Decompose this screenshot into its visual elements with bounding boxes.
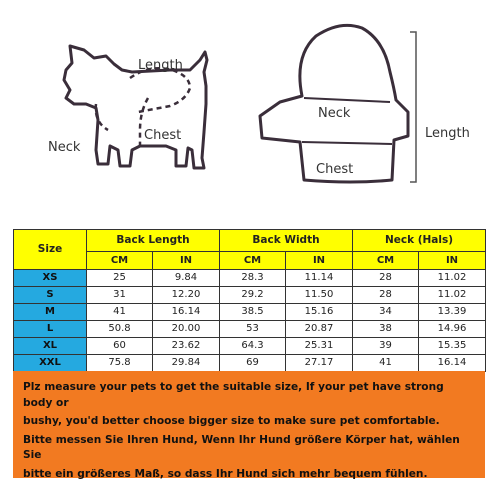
note-line-2: bushy, you'd better choose bigger size to make sure pet comfortable. — [23, 415, 440, 427]
table-cell: 16.14 — [419, 355, 486, 372]
table-cell: 16.14 — [153, 304, 220, 321]
table-group-header-row — [14, 230, 486, 252]
unit-header: IN — [153, 252, 220, 270]
table-cell: 15.16 — [286, 304, 353, 321]
table-row — [14, 355, 486, 372]
size-column-header: Size — [14, 230, 87, 270]
table-cell: 15.35 — [419, 338, 486, 355]
table-cell: 60 — [87, 338, 153, 355]
measurement-figures — [0, 0, 500, 222]
hoodie-chest-label: Chest — [316, 162, 354, 177]
table-cell: 27.17 — [286, 355, 353, 372]
table-cell: 75.8 — [87, 355, 153, 372]
table-cell: 25.31 — [286, 338, 353, 355]
table-cell: 29.84 — [153, 355, 220, 372]
table-cell: 25 — [87, 270, 153, 287]
table-row — [14, 338, 486, 355]
unit-header: IN — [419, 252, 486, 270]
table-cell: 69 — [220, 355, 286, 372]
note-line-4: bitte ein größeres Maß, so dass Ihr Hund sich mehr bequem fühlen. — [23, 467, 428, 480]
size-label: S — [14, 287, 87, 304]
table-cell: 38 — [353, 321, 419, 338]
dog-chest-label: Chest — [144, 128, 182, 143]
table-cell: 12.20 — [153, 287, 220, 304]
dog-length-label: Length — [138, 58, 183, 73]
table-cell: 11.02 — [419, 287, 486, 304]
table-cell: 11.14 — [286, 270, 353, 287]
dog-neck-label: Neck — [48, 140, 81, 155]
table-row — [14, 321, 486, 338]
unit-header: CM — [220, 252, 286, 270]
table-cell: 41 — [87, 304, 153, 321]
neck-header: Neck (Hals) — [353, 230, 486, 252]
table-cell: 41 — [353, 355, 419, 372]
note-line-3: Bitte messen Sie Ihren Hund, Wenn Ihr Hund größere Körper hat, wählen Sie — [23, 433, 460, 461]
table-cell: 29.2 — [220, 287, 286, 304]
size-label: XXL — [14, 355, 87, 372]
unit-header: CM — [353, 252, 419, 270]
table-cell: 53 — [220, 321, 286, 338]
table-row — [14, 287, 486, 304]
length-bracket-icon — [410, 32, 416, 182]
table-cell: 13.39 — [419, 304, 486, 321]
table-cell: 50.8 — [87, 321, 153, 338]
table-cell: 28 — [353, 287, 419, 304]
table-cell: 31 — [87, 287, 153, 304]
size-chart-table — [13, 229, 486, 372]
back-width-header: Back Width — [220, 230, 353, 252]
table-cell: 14.96 — [419, 321, 486, 338]
table-cell: 11.50 — [286, 287, 353, 304]
figure-drawings — [0, 0, 500, 222]
table-cell: 28 — [353, 270, 419, 287]
table-row — [14, 270, 486, 287]
table-cell: 9.84 — [153, 270, 220, 287]
hoodie-outline-icon — [260, 25, 408, 182]
table-cell: 28.3 — [220, 270, 286, 287]
table-cell: 39 — [353, 338, 419, 355]
note-line-1: Plz measure your pets to get the suitable size, If your pet have strong body or — [23, 381, 444, 409]
hoodie-neck-label: Neck — [318, 106, 351, 121]
table-cell: 34 — [353, 304, 419, 321]
table-cell: 23.62 — [153, 338, 220, 355]
table-row — [14, 304, 486, 321]
unit-header: IN — [286, 252, 353, 270]
table-cell: 20.00 — [153, 321, 220, 338]
table-cell: 64.3 — [220, 338, 286, 355]
size-label: XS — [14, 270, 87, 287]
size-label: XL — [14, 338, 87, 355]
table-cell: 11.02 — [419, 270, 486, 287]
table-cell: 20.87 — [286, 321, 353, 338]
table-cell: 38.5 — [220, 304, 286, 321]
dog-outline-icon — [64, 46, 207, 168]
hoodie-length-label: Length — [425, 126, 470, 141]
sizing-note-box — [13, 371, 485, 478]
back-length-header: Back Length — [87, 230, 220, 252]
size-label: M — [14, 304, 87, 321]
unit-header: CM — [87, 252, 153, 270]
size-label: L — [14, 321, 87, 338]
